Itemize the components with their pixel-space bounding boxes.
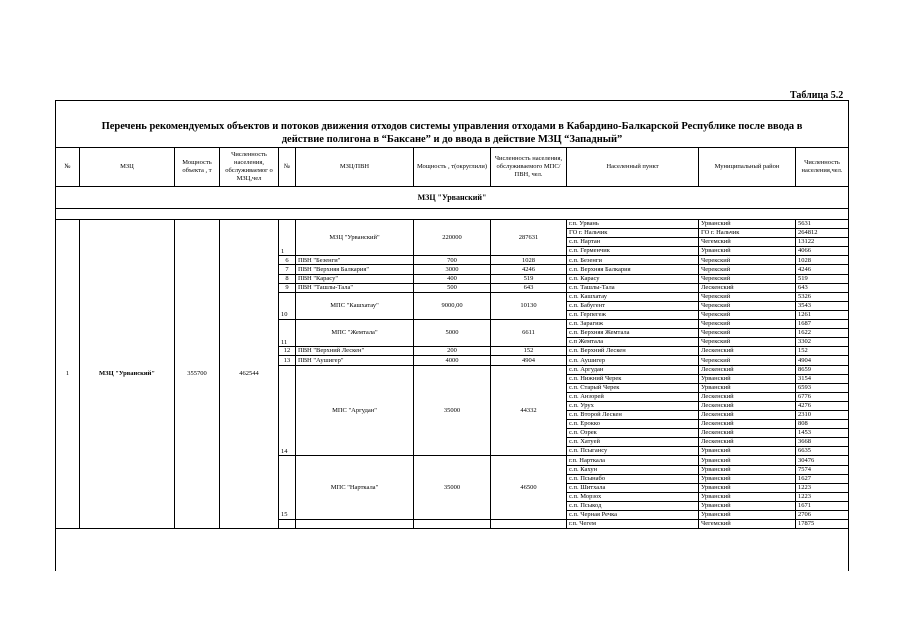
settlement-district: Черекский bbox=[699, 338, 796, 347]
settlement-district: Черекский bbox=[699, 320, 796, 329]
group-capacity: 500 bbox=[414, 283, 491, 292]
settlement-district: Урванский bbox=[699, 511, 796, 520]
settlement-name: с.п. Кашхатау bbox=[567, 292, 699, 301]
settlement-name: с.п. Верхняя Балкария bbox=[567, 265, 699, 274]
settlement-name: с.п. Герменчик bbox=[567, 247, 699, 256]
table-number: Таблица 5.2 bbox=[790, 90, 844, 101]
settlement-name: с.п. Зарагиж bbox=[567, 320, 699, 329]
header-population: Численность населения,чел. bbox=[796, 148, 849, 187]
settlement-name: с.п. Верхняя Жемтала bbox=[567, 329, 699, 338]
settlement-district: Черекский bbox=[699, 356, 796, 365]
section-title: МЗЦ "Урванский" bbox=[56, 187, 849, 209]
settlement-district: Урванский bbox=[699, 247, 796, 256]
settlement-population: 13122 bbox=[796, 238, 849, 247]
settlement-population: 4246 bbox=[796, 265, 849, 274]
group-number: 14 bbox=[279, 365, 296, 456]
group-number: 9 bbox=[279, 283, 296, 292]
settlement-population: 4904 bbox=[796, 356, 849, 365]
group-number: 12 bbox=[279, 347, 296, 356]
mzc-row-number: 1 bbox=[56, 220, 80, 529]
settlement-population: 8659 bbox=[796, 365, 849, 374]
group-population: 46500 bbox=[491, 456, 567, 520]
settlement-name: с.п. Морзох bbox=[567, 492, 699, 501]
settlement-population: 264812 bbox=[796, 229, 849, 238]
settlement-name: с.п. Хатуей bbox=[567, 438, 699, 447]
group-name: МПС "Аргудан" bbox=[296, 365, 414, 456]
group-population: 4904 bbox=[491, 356, 567, 365]
settlement-name: с.п. Урух bbox=[567, 401, 699, 410]
settlement-name: с.п. Нартан bbox=[567, 238, 699, 247]
header-district: Муниципальный район bbox=[699, 148, 796, 187]
settlement-name: с.п. Ерокко bbox=[567, 420, 699, 429]
group-name: ПВН "Карасу" bbox=[296, 274, 414, 283]
settlement-name: с.п. Второй Лескен bbox=[567, 410, 699, 419]
settlement-district: Лескенский bbox=[699, 420, 796, 429]
group-capacity: 4000 bbox=[414, 356, 491, 365]
group-name: ПВН "Верхняя Балкария" bbox=[296, 265, 414, 274]
header-num2: № bbox=[279, 148, 296, 187]
settlement-name: с.п. Озрек bbox=[567, 429, 699, 438]
group-population: 1028 bbox=[491, 256, 567, 265]
group-name: ПВН "Верхний Лескен" bbox=[296, 347, 414, 356]
settlement-name: с.п. Безенги bbox=[567, 256, 699, 265]
group-population: 44332 bbox=[491, 365, 567, 456]
settlement-district: Урванский bbox=[699, 220, 796, 229]
settlement-name: с.п. Бабугент bbox=[567, 301, 699, 310]
title-line-2: действие полигона в “Баксане” и до ввода в действие МЗЦ “Западный” bbox=[281, 134, 623, 145]
group-number: 10 bbox=[279, 292, 296, 319]
group-capacity bbox=[414, 520, 491, 529]
settlement-population: 1671 bbox=[796, 501, 849, 510]
table-body bbox=[56, 148, 849, 529]
settlement-district: Урванский bbox=[699, 474, 796, 483]
settlement-name: с.п. Псыкод bbox=[567, 501, 699, 510]
settlement-population: 6776 bbox=[796, 392, 849, 401]
settlement-district: Урванский bbox=[699, 465, 796, 474]
settlement-population: 2706 bbox=[796, 511, 849, 520]
settlement-name: г.п. Нарткала bbox=[567, 456, 699, 465]
settlement-name: с.п. Аргудан bbox=[567, 365, 699, 374]
title-line-1: Перечень рекомендуемых объектов и потоков движения отходов системы управления отходами в Кабардино-Балкарской Республике после ввода в bbox=[101, 121, 803, 132]
group-number: 13 bbox=[279, 356, 296, 365]
table-title bbox=[60, 120, 844, 146]
settlement-population: 3302 bbox=[796, 338, 849, 347]
header-capacity2: Мощность , т(округлили) bbox=[414, 148, 491, 187]
settlement-population: 1261 bbox=[796, 310, 849, 319]
settlement-name: с.п. Ташлы-Тала bbox=[567, 283, 699, 292]
settlement-population: 5631 bbox=[796, 220, 849, 229]
settlement-population: 808 bbox=[796, 420, 849, 429]
settlement-population: 152 bbox=[796, 347, 849, 356]
settlement-name: ГО г. Нальчик bbox=[567, 229, 699, 238]
settlement-district: Черекский bbox=[699, 292, 796, 301]
group-capacity: 400 bbox=[414, 274, 491, 283]
settlement-district: Лескенский bbox=[699, 401, 796, 410]
mzc-capacity: 355700 bbox=[175, 220, 220, 529]
group-capacity: 200 bbox=[414, 347, 491, 356]
group-number: 6 bbox=[279, 256, 296, 265]
settlement-district: Лескенский bbox=[699, 410, 796, 419]
settlement-name: с.п. Карасу bbox=[567, 274, 699, 283]
settlement-district: Урванский bbox=[699, 501, 796, 510]
group-capacity: 5000 bbox=[414, 320, 491, 347]
settlement-population: 2310 bbox=[796, 410, 849, 419]
settlement-name: с.п Жемтала bbox=[567, 338, 699, 347]
settlement-district: Урванский bbox=[699, 483, 796, 492]
settlement-population: 1223 bbox=[796, 492, 849, 501]
settlement-name: с.п. Псынабо bbox=[567, 474, 699, 483]
settlement-district: Черекский bbox=[699, 310, 796, 319]
settlement-name: с.п. Анзорей bbox=[567, 392, 699, 401]
group-population: 6611 bbox=[491, 320, 567, 347]
header-population-served: Численность населения, обслуживаемог о МЗЦ,чел bbox=[220, 148, 279, 187]
section-row bbox=[56, 187, 849, 209]
group-name: МЗЦ "Урванский" bbox=[296, 220, 414, 256]
group-population: 519 bbox=[491, 274, 567, 283]
settlement-population: 7574 bbox=[796, 465, 849, 474]
settlement-district: Урванский bbox=[699, 383, 796, 392]
group-name: ПВН "Аушигер" bbox=[296, 356, 414, 365]
settlement-name: с.п. Кахун bbox=[567, 465, 699, 474]
group-number: 8 bbox=[279, 274, 296, 283]
settlement-district: Лескенский bbox=[699, 392, 796, 401]
group-number: 1 bbox=[279, 220, 296, 256]
group-population: 152 bbox=[491, 347, 567, 356]
group-number: 11 bbox=[279, 320, 296, 347]
settlement-population: 4276 bbox=[796, 401, 849, 410]
header-num: № bbox=[56, 148, 80, 187]
group-number bbox=[279, 520, 296, 529]
header-mzc-pvn: МЗЦ/ПВН bbox=[296, 148, 414, 187]
settlement-population: 4066 bbox=[796, 247, 849, 256]
group-name bbox=[296, 520, 414, 529]
settlement-population: 1028 bbox=[796, 256, 849, 265]
header-row bbox=[56, 148, 849, 187]
group-name: МПС "Жемтала" bbox=[296, 320, 414, 347]
group-name: ПВН "Ташлы-Тала" bbox=[296, 283, 414, 292]
settlement-name: с.п. Старый Черек bbox=[567, 383, 699, 392]
settlement-name: с.п. Верхний Лескен bbox=[567, 347, 699, 356]
settlement-name: с.п. Нижний Черек bbox=[567, 374, 699, 383]
spacer-row bbox=[56, 209, 849, 220]
group-capacity: 9000,00 bbox=[414, 292, 491, 319]
settlement-population: 1453 bbox=[796, 429, 849, 438]
settlement-district: Черекский bbox=[699, 329, 796, 338]
settlement-name: г.п. Урвань bbox=[567, 220, 699, 229]
settlement-population: 5326 bbox=[796, 292, 849, 301]
settlement-district: Урванский bbox=[699, 456, 796, 465]
settlement-population: 1223 bbox=[796, 483, 849, 492]
group-capacity: 3000 bbox=[414, 265, 491, 274]
settlement-name: с.п. Герпегеж bbox=[567, 310, 699, 319]
header-settlement: Населенный пункт bbox=[567, 148, 699, 187]
header-mzc: МЗЦ bbox=[80, 148, 175, 187]
group-population: 4246 bbox=[491, 265, 567, 274]
settlement-district: Черекский bbox=[699, 274, 796, 283]
settlement-name: г.п. Чегем bbox=[567, 520, 699, 529]
group-name: ПВН "Безенги" bbox=[296, 256, 414, 265]
group-name: МПС "Кашхатау" bbox=[296, 292, 414, 319]
settlement-population: 1622 bbox=[796, 329, 849, 338]
waste-flow-table bbox=[55, 147, 849, 529]
settlement-district: Чегемский bbox=[699, 238, 796, 247]
header-population-served2: Численность населения, обслуживаемого МПС/ПВН, чел. bbox=[491, 148, 567, 187]
settlement-population: 1687 bbox=[796, 320, 849, 329]
settlement-district: Лескенский bbox=[699, 283, 796, 292]
settlement-population: 6635 bbox=[796, 447, 849, 456]
settlement-district: Лескенский bbox=[699, 438, 796, 447]
settlement-name: с.п. Псыгансу bbox=[567, 447, 699, 456]
mzc-population: 462544 bbox=[220, 220, 279, 529]
settlement-district: Черекский bbox=[699, 301, 796, 310]
settlement-district: Черекский bbox=[699, 256, 796, 265]
settlement-district: Лескенский bbox=[699, 429, 796, 438]
header-capacity: Мощность объекта , т bbox=[175, 148, 220, 187]
settlement-district: Лескенский bbox=[699, 365, 796, 374]
settlement-population: 1627 bbox=[796, 474, 849, 483]
group-capacity: 700 bbox=[414, 256, 491, 265]
group-population: 287631 bbox=[491, 220, 567, 256]
group-capacity: 35000 bbox=[414, 456, 491, 520]
group-capacity: 35000 bbox=[414, 365, 491, 456]
settlement-district: Лескенский bbox=[699, 347, 796, 356]
spacer-cell bbox=[56, 209, 849, 220]
group-population: 10130 bbox=[491, 292, 567, 319]
settlement-district: Урванский bbox=[699, 492, 796, 501]
group-population bbox=[491, 520, 567, 529]
settlement-name: с.п. Черная Речка bbox=[567, 511, 699, 520]
settlement-district: Черекский bbox=[699, 265, 796, 274]
table-row bbox=[56, 220, 849, 229]
settlement-population: 519 bbox=[796, 274, 849, 283]
settlement-name: с.п. Шитхала bbox=[567, 483, 699, 492]
settlement-district: Урванский bbox=[699, 374, 796, 383]
mzc-name: МЗЦ "Урванский" bbox=[80, 220, 175, 529]
settlement-population: 3154 bbox=[796, 374, 849, 383]
group-number: 15 bbox=[279, 456, 296, 520]
settlement-district: ГО г. Нальчик bbox=[699, 229, 796, 238]
group-name: МПС "Нарткала" bbox=[296, 456, 414, 520]
settlement-population: 30476 bbox=[796, 456, 849, 465]
settlement-population: 6593 bbox=[796, 383, 849, 392]
settlement-name: с.п. Аушигер bbox=[567, 356, 699, 365]
settlement-population: 17875 bbox=[796, 520, 849, 529]
settlement-population: 3543 bbox=[796, 301, 849, 310]
settlement-district: Урванский bbox=[699, 447, 796, 456]
group-number: 7 bbox=[279, 265, 296, 274]
settlement-population: 643 bbox=[796, 283, 849, 292]
group-population: 643 bbox=[491, 283, 567, 292]
settlement-district: Чегемский bbox=[699, 520, 796, 529]
settlement-population: 3668 bbox=[796, 438, 849, 447]
group-capacity: 220000 bbox=[414, 220, 491, 256]
